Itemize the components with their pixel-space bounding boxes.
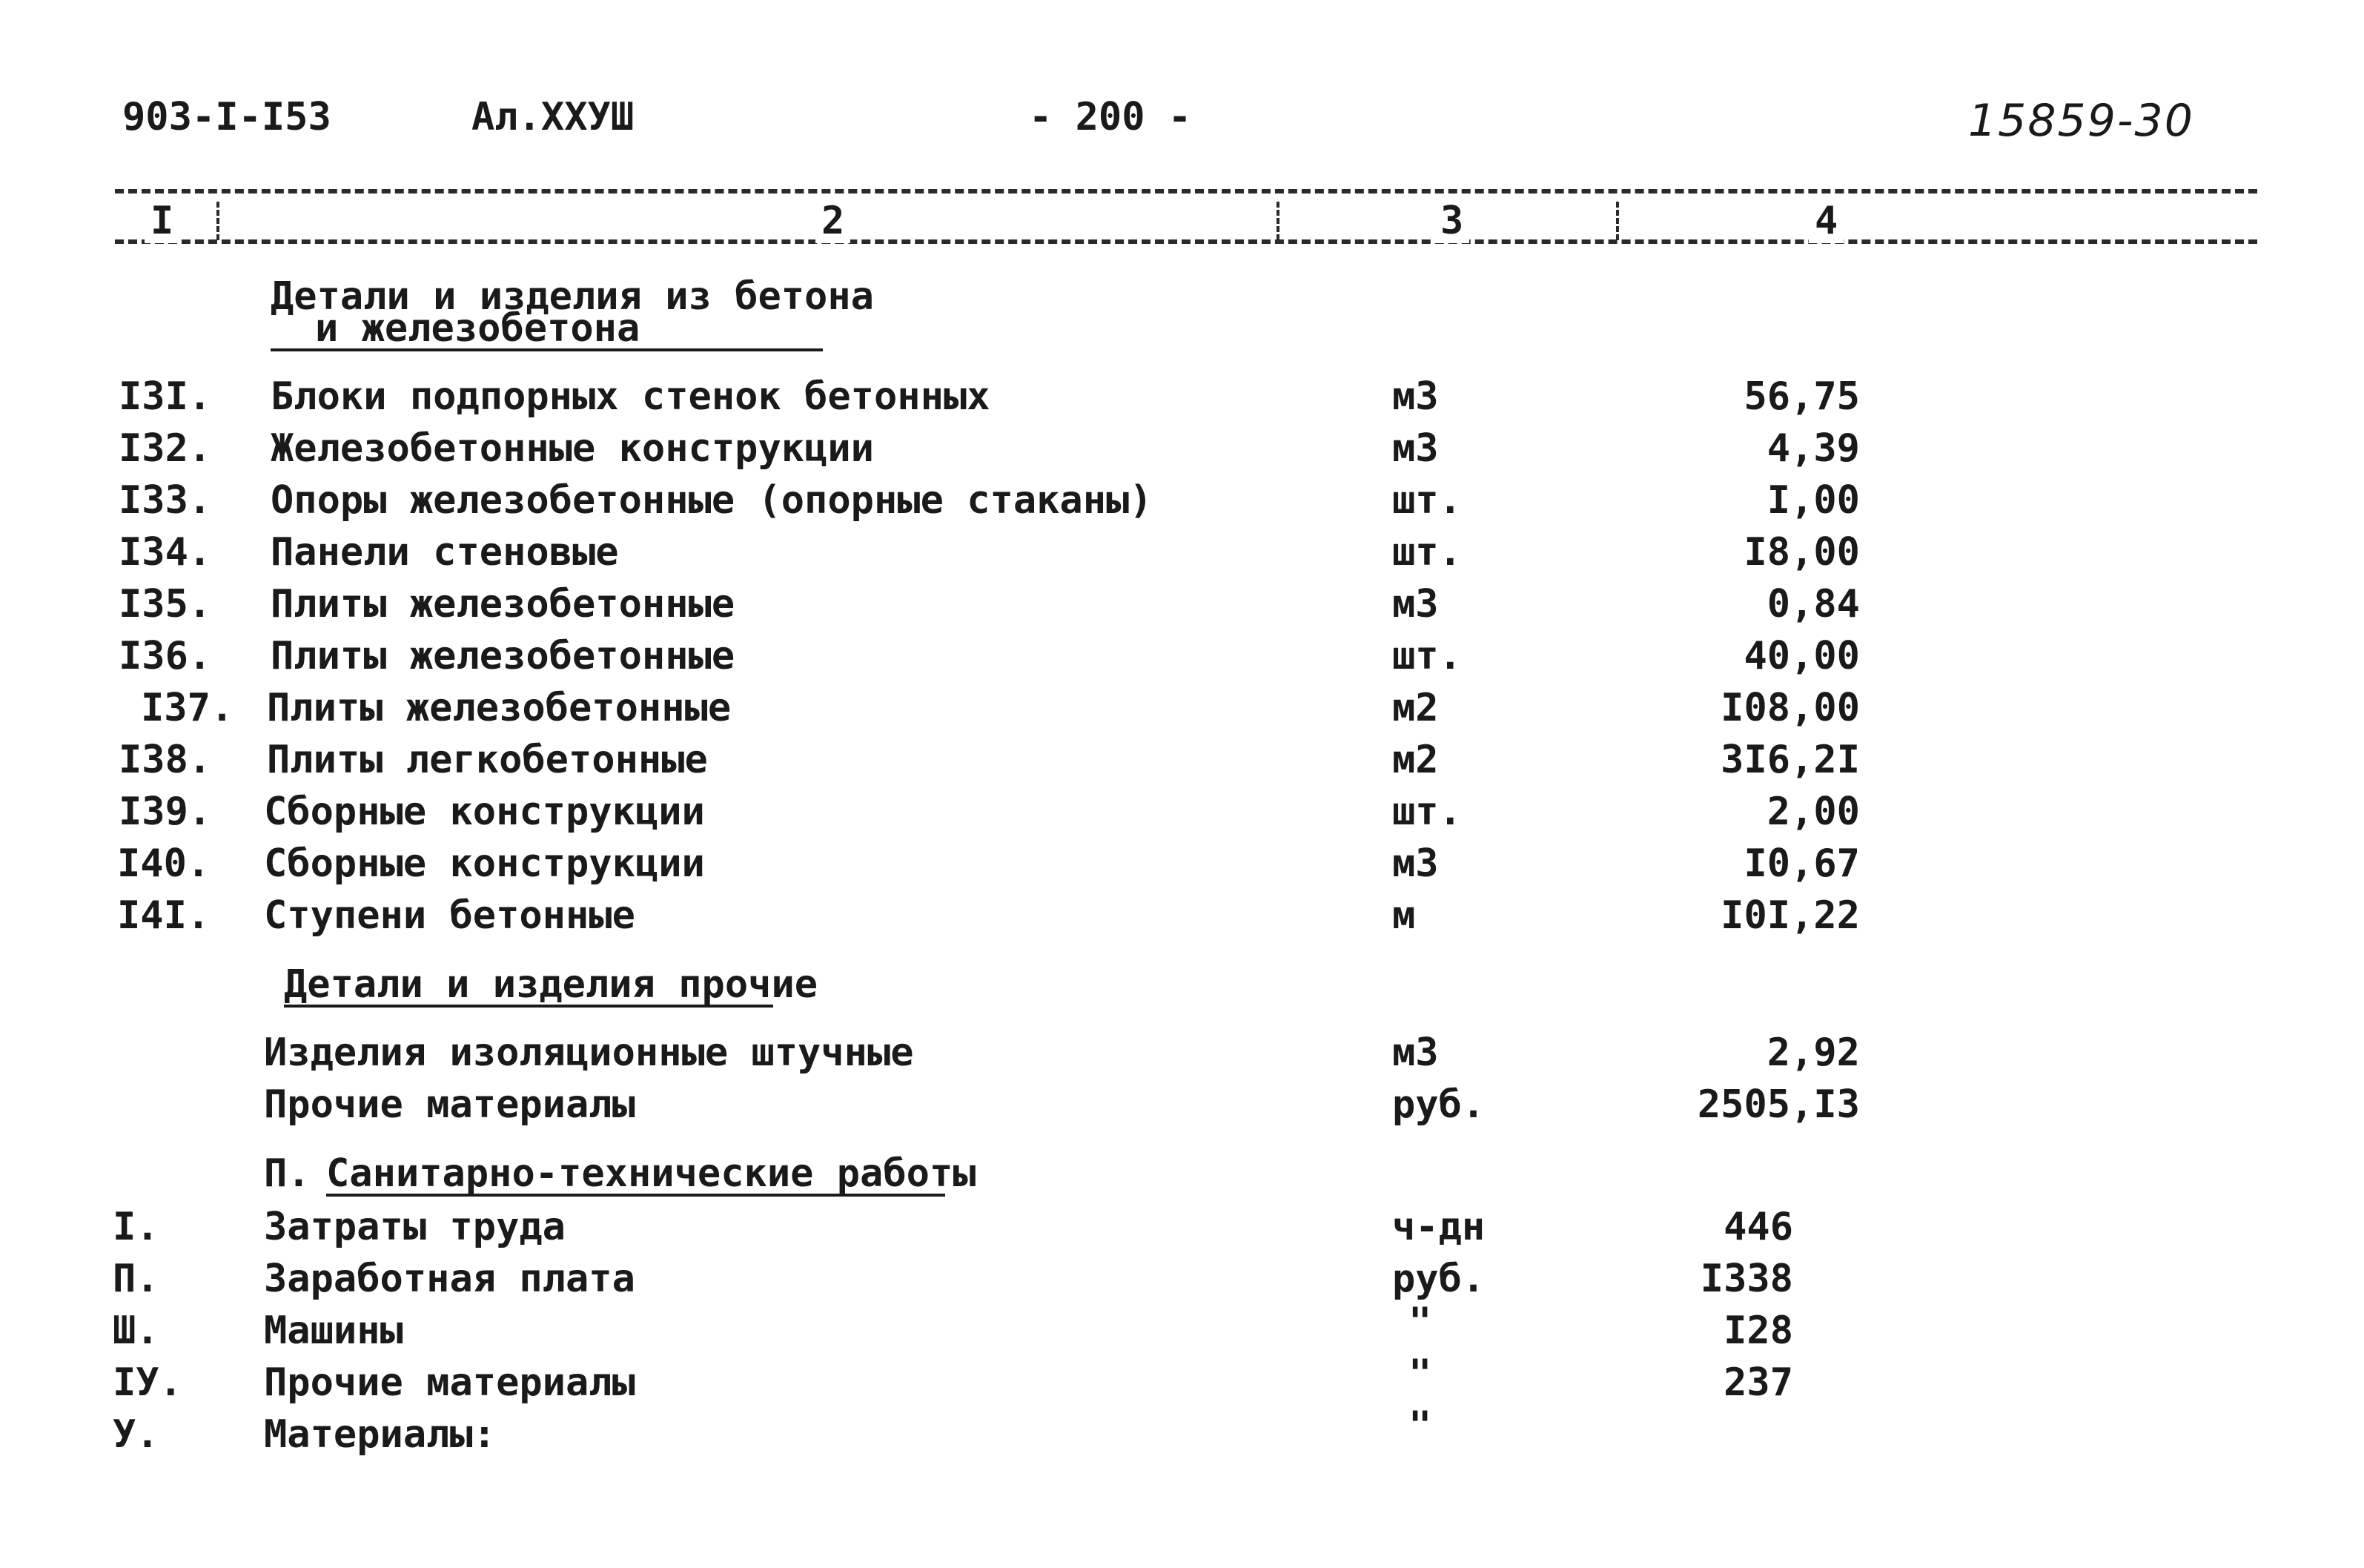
item-unit: "	[1408, 1352, 1432, 1396]
item-value: I338	[1700, 1257, 1793, 1301]
item-unit: руб.	[1392, 1082, 1486, 1127]
table-row	[0, 1031, 2364, 1082]
table-row	[0, 893, 2364, 945]
table-row	[0, 841, 2364, 893]
row-number: I36.	[119, 634, 212, 678]
item-unit: м3	[1392, 374, 1439, 419]
row-number: I38.	[119, 738, 212, 782]
page-number: - 200 -	[1029, 95, 1192, 139]
row-number: У.	[113, 1412, 159, 1457]
item-value: I0,67	[1744, 841, 1860, 886]
item-name: Машины	[264, 1309, 403, 1353]
item-value: 2,00	[1767, 790, 1860, 834]
item-name: Плиты железобетонные	[271, 582, 735, 626]
item-unit: м3	[1392, 1031, 1439, 1075]
row-number: I37.	[141, 686, 234, 730]
item-unit: "	[1408, 1403, 1432, 1448]
item-name: Блоки подпорных стенок бетонных	[271, 374, 990, 419]
item-value: 40,00	[1744, 634, 1860, 678]
item-name: Ступени бетонные	[264, 893, 635, 938]
item-value: 2505,I3	[1697, 1082, 1860, 1127]
section-heading-underline	[284, 1005, 773, 1008]
item-unit: шт.	[1392, 790, 1462, 834]
table-row	[0, 1403, 2364, 1464]
table-row	[0, 1352, 2364, 1412]
section-heading: Детали и изделия из бетона	[271, 274, 874, 319]
item-name: Плиты железобетонные	[271, 634, 735, 678]
row-number: I.	[113, 1205, 159, 1249]
row-number: П.	[113, 1257, 159, 1301]
item-value: 3I6,2I	[1721, 738, 1860, 782]
table-row	[0, 634, 2364, 686]
item-name: Заработная плата	[264, 1257, 635, 1301]
item-name: Сборные конструкции	[264, 841, 705, 886]
item-value: I0I,22	[1721, 893, 1860, 938]
item-name: Опоры железобетонные (опорные стаканы)	[271, 478, 1153, 523]
item-name: Панели стеновые	[271, 530, 619, 575]
item-unit: м2	[1392, 686, 1439, 730]
item-value: 2,92	[1767, 1031, 1860, 1075]
item-unit: руб.	[1392, 1257, 1486, 1301]
album-number: Ал.ХХУШ	[471, 95, 635, 139]
document-code: 903-I-I53	[122, 95, 331, 139]
section-heading: Санитарно-технические работы	[326, 1151, 976, 1196]
item-value: I8,00	[1744, 530, 1860, 575]
table-row	[0, 686, 2364, 738]
row-number: I34.	[119, 530, 212, 575]
item-unit: "	[1408, 1300, 1432, 1344]
row-number: I4I.	[117, 893, 211, 938]
table-row	[0, 1205, 2364, 1257]
item-unit: м2	[1392, 738, 1439, 782]
item-name: Прочие материалы	[264, 1360, 635, 1405]
item-name: Плиты легкобетонные	[267, 738, 708, 782]
table-row	[0, 1257, 2364, 1309]
item-unit: шт.	[1392, 634, 1462, 678]
column-separator	[216, 202, 219, 240]
item-unit: ч-дн	[1392, 1205, 1486, 1249]
row-number: I35.	[119, 582, 212, 626]
item-name: Прочие материалы	[264, 1082, 635, 1127]
item-name: Изделия изоляционные штучные	[264, 1031, 914, 1075]
table-header-bottom-rule	[115, 239, 2257, 244]
table-row	[0, 1082, 2364, 1134]
table-row	[0, 790, 2364, 841]
column-separator	[1277, 202, 1279, 240]
item-unit: шт.	[1392, 530, 1462, 575]
row-number: I40.	[117, 841, 211, 886]
column-separator	[1616, 202, 1619, 240]
column-header-4: 4	[1809, 199, 1844, 243]
column-header-1: I	[145, 199, 179, 243]
table-row	[0, 1300, 2364, 1360]
item-value: 0,84	[1767, 582, 1860, 626]
item-unit: м3	[1392, 426, 1439, 471]
section-heading-line2: и железобетона	[315, 306, 640, 351]
table-row	[0, 530, 2364, 582]
row-number: I3I.	[119, 374, 212, 419]
table-row	[0, 738, 2364, 790]
table-header-top-rule	[115, 189, 2257, 193]
item-unit: м3	[1392, 841, 1439, 886]
item-unit: м	[1392, 893, 1416, 938]
item-name: Затраты труда	[264, 1205, 566, 1249]
table-row	[0, 426, 2364, 478]
row-number: IУ.	[113, 1360, 182, 1405]
handwritten-reference: 15859-30	[1968, 95, 2194, 147]
item-value: 56,75	[1744, 374, 1860, 419]
item-name: Плиты железобетонные	[267, 686, 732, 730]
item-value: I08,00	[1721, 686, 1860, 730]
section-heading-underline	[326, 1194, 945, 1197]
item-unit: м3	[1392, 582, 1439, 626]
table-row	[0, 582, 2364, 634]
row-number: Ш.	[113, 1309, 159, 1353]
item-value: 446	[1724, 1205, 1793, 1249]
column-header-3: 3	[1434, 199, 1469, 243]
item-value: I28	[1724, 1309, 1793, 1353]
row-number: I39.	[119, 790, 212, 834]
item-name: Сборные конструкции	[264, 790, 705, 834]
table-row	[0, 478, 2364, 530]
row-number: I32.	[119, 426, 212, 471]
item-value: 237	[1724, 1360, 1793, 1405]
table-row	[0, 374, 2364, 426]
item-value: 4,39	[1767, 426, 1860, 471]
item-unit: шт.	[1392, 478, 1462, 523]
section-heading: Детали и изделия прочие	[284, 962, 818, 1007]
item-name: Железобетонные конструкции	[271, 426, 874, 471]
column-header-2: 2	[815, 199, 850, 243]
item-name: Материалы:	[264, 1412, 497, 1457]
section-number: П.	[264, 1151, 311, 1196]
item-value: I,00	[1767, 478, 1860, 523]
section-heading-underline	[271, 348, 823, 351]
row-number: I33.	[119, 478, 212, 523]
